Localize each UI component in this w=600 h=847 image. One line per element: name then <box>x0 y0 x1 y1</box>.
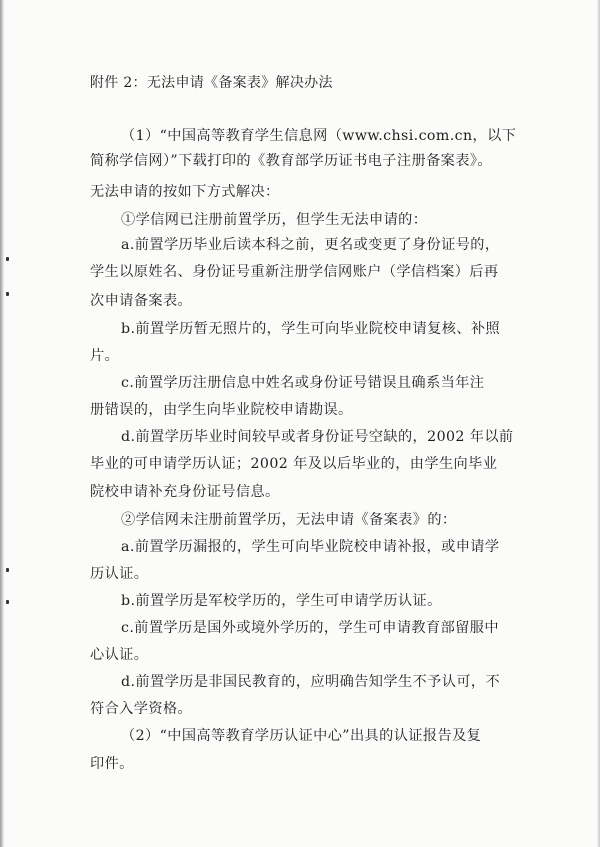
scan-speck <box>6 257 9 261</box>
body-line: 学生以原姓名、身份证号重新注册学信网账户（学信档案）后再 <box>90 264 499 280</box>
body-line: a.前置学历毕业后读本科之前，更名或变更了身份证号的， <box>121 237 500 253</box>
body-line: （1）“中国高等教育学生信息网（www.chsi.com.cn，以下 <box>121 128 517 144</box>
scan-speck <box>6 568 9 572</box>
body-line: ②学信网未注册前置学历，无法申请《备案表》的： <box>121 512 457 528</box>
body-line: d.前置学历毕业时间较早或者身份证号空缺的，2002 年以前 <box>121 429 514 445</box>
body-line: （2）“中国高等教育学历认证中心”出具的认证报告及复 <box>121 728 482 744</box>
body-line: c.前置学历注册信息中姓名或身份证号错误且确系当年注 <box>121 375 485 391</box>
body-line: 无法申请的按如下方式解决： <box>90 184 280 200</box>
body-line: b.前置学历暂无照片的，学生可向毕业院校申请复核、补照 <box>121 321 501 337</box>
body-line: 次申请备案表。 <box>90 293 193 309</box>
body-line: ①学信网已注册前置学历，但学生无法申请的： <box>121 212 428 228</box>
body-line: 片。 <box>90 348 120 364</box>
body-line: 毕业的可申请学历认证；2002 年及以后毕业的，由学生向毕业 <box>90 456 498 472</box>
body-line: 心认证。 <box>90 647 149 663</box>
body-line: 院校申请补充身份证号信息。 <box>90 484 280 500</box>
body-line: d.前置学历是非国民教育的，应明确告知学生不予认可，不 <box>121 674 501 690</box>
body-line: 印件。 <box>90 756 134 772</box>
scan-speck <box>6 292 9 296</box>
body-line: 册错误的，由学生向毕业院校申请勘误。 <box>90 402 353 418</box>
document-title: 附件 2：无法申请《备案表》解决办法 <box>90 75 333 91</box>
body-line: 历认证。 <box>90 566 149 582</box>
scan-speck <box>6 600 9 604</box>
body-line: a.前置学历漏报的，学生可向毕业院校申请补报，或申请学 <box>121 539 500 555</box>
body-line: 简称学信网）”下载打印的《教育部学历证书电子注册备案表》。 <box>90 153 492 169</box>
body-line: c.前置学历是国外或境外学历的，学生可申请教育部留服中 <box>121 620 499 636</box>
body-line: b.前置学历是军校学历的，学生可申请学历认证。 <box>121 593 442 609</box>
body-line: 符合入学资格。 <box>90 701 193 717</box>
scan-left-edge <box>0 0 4 847</box>
